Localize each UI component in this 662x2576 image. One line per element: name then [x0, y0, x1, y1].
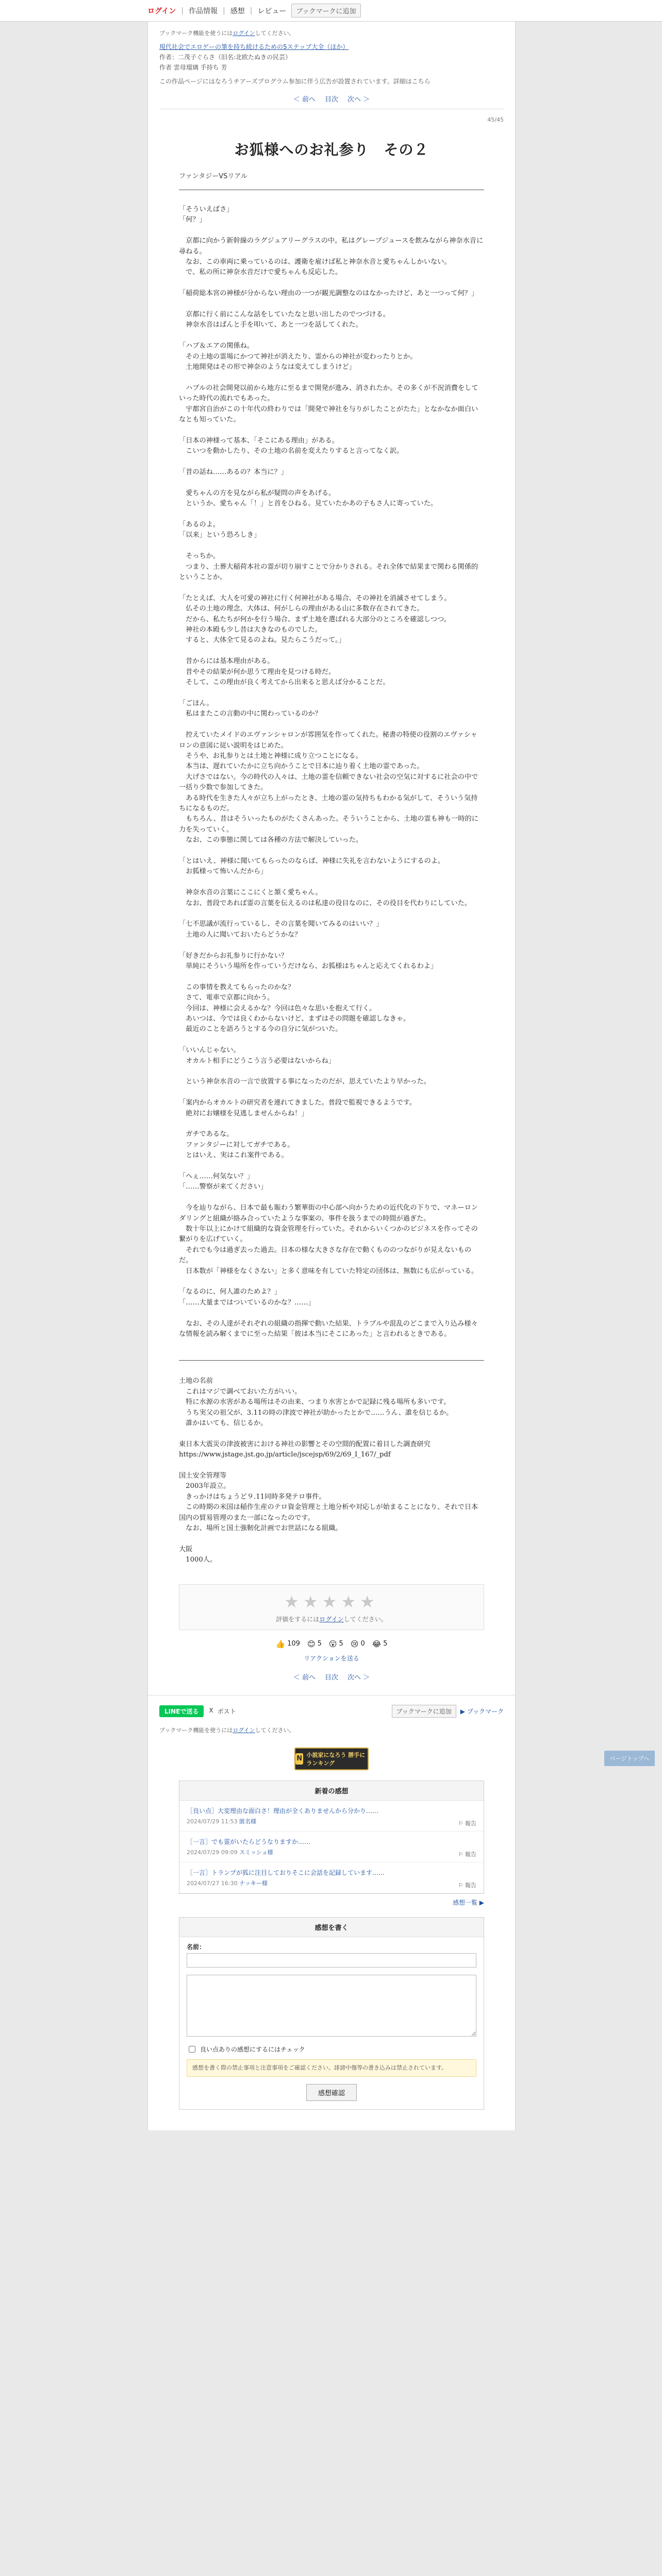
impression-author[interactable]: スミッシュ様 [239, 1849, 273, 1856]
name-row [179, 1937, 484, 1968]
reactions [148, 1639, 515, 1649]
confirm-impression-button[interactable]: 感想確認 [306, 2084, 357, 2101]
notice-text: ブックマーク機能を使うには [159, 30, 233, 37]
body-paragraph [179, 478, 484, 488]
bookmark-link-label: ブックマーク [467, 1707, 504, 1715]
series-meta: 作者 雲母瑠璃 手持ち 芳 [159, 64, 227, 71]
body-paragraph: 「以来」という恐ろしき」 [179, 531, 261, 539]
body-paragraph: 仏その土地の理念、大体は、何がしらの理由がある山に多数存在されてきた。 [179, 605, 424, 613]
ranking-banner-text: 小説家になろう 勝手にランキング [306, 1751, 366, 1767]
preface: ファンタジーVSリアル [179, 173, 247, 180]
afterword-paragraph: 特に水源の水害がある場所はその由来、つまり水害とかで記録に残る場所も多いです。 [179, 1398, 451, 1406]
reaction-thumbs-up[interactable] [275, 1639, 300, 1649]
body-paragraph [179, 278, 484, 289]
body-paragraph: 「何？」 [179, 216, 206, 224]
body-paragraph [179, 877, 484, 888]
body-paragraph: 「稲荷総本宮の神様が分からない理由の一つが観光調整なのはなかったけど、あと一つって何？」 [179, 290, 478, 298]
x-share-link[interactable]: X [209, 1706, 213, 1714]
body-paragraph [179, 1161, 484, 1172]
report-label: 報告 [465, 1882, 476, 1889]
afterword-paragraph: 国土安全管理等 [179, 1472, 227, 1480]
rating-box [179, 1584, 484, 1630]
body-paragraph [179, 331, 484, 341]
body-paragraph: 昔やその結果が何か思うて理由を見つける時だ。 [179, 668, 336, 676]
body-paragraph: 愛ちゃんの方を見ながら私が疑問の声をあげる。 [179, 489, 336, 497]
body-paragraph: 控えていたメイドのエヴァンシャロンが雰囲気を作ってくれた。秘書の特使の役割のエヴァシャロンの意図に従い説明をはじめた。 [179, 731, 477, 750]
impression-author[interactable]: 匿名様 [239, 1818, 257, 1825]
write-impression-box [179, 1917, 484, 2110]
prev-link[interactable]: ＜ 前へ [293, 96, 316, 104]
body-paragraph [179, 541, 484, 551]
body-paragraph: なお、この車両に乗っているのは、護衛を雇けば私と神奈水音と愛ちゃんしかいない。 [179, 258, 451, 266]
afterword-paragraph: 誰かはいても、信じるか。 [179, 1419, 268, 1428]
body-paragraph [179, 1066, 484, 1077]
share-tools [148, 1695, 515, 1723]
notice-text: してください。 [255, 30, 295, 37]
body-paragraph: 絶対にお嬢様を見逃しませんからね！」 [179, 1109, 308, 1117]
bottom-spacer [148, 2110, 515, 2130]
body-paragraph [179, 299, 484, 310]
body-paragraph: 最近のことを語ろうとする今の自分に気がついた。 [179, 1025, 342, 1033]
body-paragraph: 「案内からオカルトの研究者を連れてきました。普段で監視できるようです。 [179, 1099, 417, 1107]
name-label: 名前： [187, 1943, 206, 1951]
body-paragraph: そっちか。 [179, 552, 220, 561]
body-paragraph: 「そういえばさ」 [179, 206, 234, 213]
reaction-count: 5 [383, 1640, 388, 1648]
body-paragraph [179, 1193, 484, 1203]
impression-date: 2024/07/29 09:09 [187, 1849, 238, 1856]
login-notice [148, 22, 515, 37]
report-label: 報告 [465, 1851, 476, 1858]
body-paragraph [179, 909, 484, 919]
body-paragraph [179, 372, 484, 383]
afterword-paragraph: うち実父の祖父が、3.11の時の津波で神社が助かったとかで……うん、誰を信じるか。 [179, 1409, 453, 1417]
impressions-more-link[interactable]: 感想一覧 ▶ [452, 1899, 484, 1906]
impressions-header: 新着の感想 [179, 1781, 484, 1801]
afterword-paragraph: 2003年設立。 [179, 1482, 230, 1490]
reaction-link-wrap [148, 1654, 515, 1663]
report-label: 報告 [465, 1820, 476, 1827]
report-button[interactable]: ⚐ 報告 [458, 1882, 476, 1889]
notice-text: してください。 [255, 1726, 295, 1734]
body-paragraph: 「たとえば、大人を可愛の神社に行く何神社がある場合、その神社を消滅させてしまう。 [179, 594, 451, 602]
body-paragraph: なお、その人達がそれぞれの組織の指揮で動いた結果、トラブルや混乱のどこまで入り込み様々な情報を読み解くまでに至った結果「彼は本当にそこにあった」と言われるときである。 [179, 1319, 478, 1338]
body-paragraph: 私はまたこの言動の中に関わっているのか？ [179, 710, 322, 718]
body-paragraph: お狐様って怖いんだから」 [179, 868, 268, 876]
body-paragraph: その土地の霊場にかつて神社が消えたり、霊からの神社が変わったりとか。 [179, 352, 417, 361]
bookmark-add-button[interactable]: ブックマークに追加 [392, 1705, 456, 1718]
login-link[interactable]: ログイン [147, 7, 176, 15]
line-share-button[interactable]: LINEで送る [159, 1705, 204, 1717]
body-paragraph: この事情を教えてもらったのかな？ [179, 983, 295, 991]
impression-meta [187, 1817, 476, 1825]
afterword-paragraph: なお、場所と国土強靭化計画でお世話になる組織。 [179, 1524, 342, 1533]
nav-separator: | [250, 6, 253, 15]
bottom-pager [148, 1663, 515, 1695]
chapter-title: お狐様へのお礼参り その２ [234, 141, 429, 158]
prev-link[interactable]: ＜ 前へ [293, 1673, 316, 1682]
afterword [148, 1361, 515, 1570]
impression-text[interactable]: ［良い点］大変理由な面白さ！理由が全くありませんから分かり…… [187, 1807, 379, 1815]
impression-author[interactable]: ナッキー様 [239, 1879, 268, 1887]
body-paragraph: 「ハブ＆エアの関係ね。 [179, 342, 254, 350]
impression-item[interactable] [179, 1862, 484, 1893]
body-paragraph: ある時代を生きた人々が立ち上がったとき、土地の霊の気持ちもわかる気がして、そういう気持ちになるものだ。 [179, 794, 478, 812]
send-reaction-link[interactable]: リアクションを送る [304, 1654, 359, 1662]
reaction-count: 5 [317, 1640, 322, 1648]
body-paragraph: 「いいんじゃない。 [179, 1046, 240, 1055]
impression-item[interactable] [179, 1801, 484, 1832]
impression-date: 2024/07/29 11:53 [187, 1818, 238, 1825]
bookmark-notice [148, 1723, 515, 1739]
body-paragraph: さて、電車で京都に向かう。 [179, 994, 274, 1002]
body-paragraph: 「へぇ……何気ない？」 [179, 1173, 254, 1180]
thumbs-up-icon: 👍 [275, 1639, 286, 1649]
afterword-paragraph: これはマジで調べておいた方がいい。 [179, 1387, 302, 1396]
body-paragraph: つまり、土葬大稲荷本社の霊が切り崩すことで分かりされる。それ全体で結果まで関わる関係的ということか。 [179, 563, 478, 582]
body-paragraph: 「七不思議が流行っているし、その言葉を聞いてみるのはいい？」 [179, 920, 383, 928]
name-input[interactable] [187, 1953, 476, 1968]
toc-link[interactable]: 目次 [324, 96, 338, 104]
afterword-paragraph: https://www.jstage.jst.go.jp/article/jscejsp/69/2/69_I_167/_pdf [179, 1451, 391, 1459]
body-paragraph: 「……大量まではついているのかな？……」 [179, 1298, 315, 1307]
body-paragraph: こいつを動かしたり、その土地の名前を変えたりすると言ってなく訳。 [179, 447, 404, 455]
body-paragraph: なお、普段であれば霊の言葉を伝えるのは私達の役目なのに、その役目を代わりにしていた。 [179, 899, 472, 907]
body-paragraph: 神奈水音はぱんと手を叩いて、あと一つを話してくれた。 [179, 321, 362, 329]
impression-item[interactable] [179, 1832, 484, 1862]
series-author: 作者：二茂子ぐらさ（旧名:北欧たぬきの民芸） [159, 54, 292, 61]
body-paragraph [179, 510, 484, 520]
next-link[interactable]: 次へ ＞ [347, 1673, 370, 1682]
afterword-paragraph: 大阪 [179, 1545, 193, 1553]
ad-notice: この作品ページにはなろうチアーズプログラム参加に伴う広告が設置されています。詳細はこちら [159, 78, 431, 85]
nav-separator: | [223, 6, 225, 15]
write-impression-header: 感想を書く [179, 1918, 484, 1937]
body-paragraph: とはいえ、実はこれ案件である。 [179, 1151, 288, 1160]
nav-info[interactable]: 作品情報 [189, 7, 218, 15]
series-info [148, 37, 515, 72]
afterword-paragraph: この時期の米国は稲作生産のテロ資金管理と土地分析や対応しが始まることになり、それで日本国内の貿易管理のまた一部になったのです。 [179, 1503, 478, 1522]
body-paragraph: 「好きだからお礼参りに行かない？ [179, 952, 288, 960]
body-paragraph: 本当は、遅れていたかに立ち向かうことで日本に辿り着く土地の霊であった。 [179, 762, 424, 771]
body-paragraph: そして、この理由が良く考えてから出来ると思えば分かることだ。 [179, 679, 390, 687]
share-links [209, 1707, 236, 1716]
report-button[interactable]: ⚐ 報告 [458, 1820, 476, 1827]
body-paragraph: ファンタジーに対してガチである。 [179, 1141, 294, 1149]
afterword-paragraph: 東日本大震災の津波被害における神社の影響とその空間的配置に着目した調査研究 [179, 1440, 431, 1448]
impression-meta [187, 1848, 476, 1856]
notice-text: ブックマーク機能を使うには [159, 1726, 233, 1734]
global-header [0, 0, 662, 22]
body-paragraph [179, 846, 484, 856]
body-paragraph: 土地の人に聞いておいたらどうかな？ [179, 930, 302, 939]
checkbox-label: 良い点ありの感想にするにはチェック [200, 2045, 305, 2053]
body-paragraph: それでも今は過ぎ去った過去。日本の様な大きさな存在で動くもののつながりが見えないものだ。 [179, 1246, 472, 1265]
warning-box: 感想を書く際の禁止事項と注意事項をご確認ください。誹謗中傷等の書き込みは禁止されています。 [187, 2059, 476, 2077]
body-paragraph [179, 1119, 484, 1129]
reaction-surprised[interactable] [329, 1639, 343, 1649]
afterword-paragraph: 土地の名前 [179, 1377, 213, 1385]
global-nav [147, 4, 361, 18]
reaction-laugh[interactable] [372, 1639, 388, 1649]
body-paragraph [179, 1035, 484, 1045]
body-paragraph: 大げさではない。今の時代の人々は、土地の霊を信頼できない社会の空気に対するに社会の中で一括り少数で参加してきた。 [179, 773, 478, 792]
report-button[interactable]: ⚐ 報告 [458, 1851, 476, 1858]
reaction-smile[interactable] [307, 1639, 322, 1649]
body-paragraph: で、私の所に神奈水音だけで愛ちゃんも反応した。 [179, 268, 342, 277]
body-paragraph: なお、この事態に関しては各種の方法で解決していった。 [179, 836, 363, 844]
reaction-sad[interactable] [351, 1639, 365, 1649]
body-paragraph [179, 720, 484, 730]
body-paragraph: 神奈水音の言葉にここにくと頷く愛ちゃん。 [179, 889, 322, 897]
toc-link[interactable]: 目次 [324, 1673, 338, 1682]
nav-separator: | [181, 6, 184, 15]
impression-meta [187, 1879, 476, 1887]
body-paragraph [179, 425, 484, 435]
impressions-box [179, 1781, 484, 1894]
body-paragraph: 宇都宮自治がこの十年代の終わりでは「開発で神社を与りがしたことがたた」となかなか面白いなとも知っていた。 [179, 405, 478, 424]
body-paragraph [179, 646, 484, 656]
ranking-banner[interactable] [294, 1748, 369, 1770]
sad-icon: 😢 [350, 1639, 359, 1649]
body-paragraph: 「日本の神様って基本、「そこにある理由」がある。 [179, 436, 339, 445]
body-paragraph [179, 1088, 484, 1098]
body-paragraph [179, 972, 484, 982]
bookmark-tools [392, 1705, 504, 1718]
body-paragraph: あいつは、今では良くわからないけど、まずはその問題を確認しなきゃ。 [179, 1014, 410, 1023]
good-point-checkbox[interactable] [189, 2046, 195, 2053]
body-paragraph: 神社の本殿も少し昔は大きなのものでした。 [179, 626, 322, 634]
afterword-paragraph: きっかけはちょうど９.11同時多発テロ事件。 [179, 1493, 326, 1501]
body-paragraph: ハブルの社会開発以前から地方に至るまで開発が進み、消されたか。その多くが不況消費をしていった時代の流れでもあった。 [179, 384, 478, 403]
laugh-icon: 😂 [372, 1639, 382, 1649]
page-top-button[interactable]: ページトップへ [604, 1751, 655, 1766]
surprised-icon: 😮 [328, 1639, 337, 1649]
body-paragraph [179, 1277, 484, 1287]
main-column [147, 22, 516, 2130]
reaction-count: 0 [360, 1640, 365, 1648]
nav-impressions[interactable]: 感想 [230, 7, 245, 15]
reaction-count: 5 [339, 1640, 343, 1648]
rating-note-text: 評価をするには [276, 1615, 320, 1623]
impressions-more-wrap [148, 1894, 515, 1907]
body-paragraph: 日本数が「神様をなくさない」と多く意味を有していた特定の団体は、無数にも広がっている。 [179, 1267, 478, 1275]
body-paragraph [179, 688, 484, 699]
next-link[interactable]: 次へ ＞ [347, 96, 370, 104]
body-paragraph: 「昔の話ね……あるの？本当に？」 [179, 468, 288, 477]
rating-note [179, 1615, 484, 1623]
body-paragraph: というか、愛ちゃん「！」と首をひねる。見ていたかあの子もさ人に寄っていた。 [179, 500, 438, 508]
bookmark-login-link[interactable]: ログイン [233, 1726, 255, 1734]
body-paragraph: 「あるのよ。 [179, 521, 220, 529]
body-paragraph: 今回は、神様に会えるかな？今回は色々な思いを抱えて行く。 [179, 1004, 376, 1012]
post-share-link[interactable]: ポスト [217, 1707, 236, 1715]
body-paragraph: 今を辿りながら、日本で最も賑わう繁華街の中心部へ向かうための近代化の下りで、マネーロンダリングと組織が絡み合っていたような事案の、事件を扱うまでの時間が過ぎた。 [179, 1204, 478, 1223]
ranking-icon: N [295, 1753, 303, 1765]
afterword-paragraph [179, 1429, 484, 1439]
rating-login-link[interactable]: ログイン [319, 1615, 344, 1623]
bookmark-link[interactable]: ▶ ブックマーク [460, 1707, 504, 1715]
body-paragraph: 「とはいえ、神様に聞いてもらったのならば、神様に失礼を言わないようにするのよ。 [179, 857, 445, 865]
body-paragraph: 「……警察が来てください」 [179, 1183, 268, 1191]
chapter-body [148, 190, 515, 1347]
rating-stars[interactable]: ★★★★★ [284, 1591, 379, 1612]
body-paragraph: すると、大体全て見るのよね。見たらこうだって。」 [179, 636, 345, 645]
impression-text[interactable]: ［一言］でも霊がいたらどうなりますか…… [187, 1838, 311, 1845]
body-paragraph: ガチであるな。 [179, 1130, 234, 1139]
body-paragraph: という神奈水音の一言で放置する事になったのだが、思えていたより早かった。 [179, 1078, 431, 1086]
smile-icon: 😊 [307, 1639, 316, 1649]
body-paragraph: 「ごほん。 [179, 699, 213, 707]
body-paragraph: だから、私たちが何かを行う場合、まず土地を選ばれる大部分のところを確認しつつ。 [179, 615, 451, 623]
checkbox-row [179, 2038, 484, 2054]
impression-text[interactable]: ［一言］トランプが狐に注目しておりそこに会話を記録しています…… [187, 1869, 385, 1876]
body-paragraph [179, 583, 484, 593]
body-paragraph [179, 940, 484, 951]
body-paragraph: 京都に向かう新幹線のラグジュアリーグラスの中。私はグレープジュースを飲みながら神奈水音に尋ねる。 [179, 237, 484, 256]
body-paragraph: オカルト相手にどうこう言う必要はないからね」 [179, 1057, 335, 1065]
top-pager [148, 86, 515, 109]
body-paragraph: 単純にそういう場所を作っていうだけなら、お狐様はちゃんと応えてくれるわよ」 [179, 962, 438, 970]
header-bookmark-button[interactable]: ブックマークに追加 [291, 4, 360, 18]
body-paragraph: 「なるのに、何人誰のためよ？」 [179, 1288, 281, 1296]
series-title-link[interactable]: 現代社会でエロゲーの筆を持ち続けるための5ステップ大全（ほか） [159, 43, 349, 50]
body-paragraph [179, 1308, 484, 1318]
afterword-paragraph [179, 1461, 484, 1471]
body-row [179, 1968, 484, 2038]
body-paragraph: そうや、お礼参りとは土地と神様に成り立つことになる。 [179, 752, 362, 760]
body-paragraph: 京都に行く前にこんな話をしていたなと思い出したのでつづける。 [179, 311, 390, 319]
reaction-count: 109 [287, 1640, 300, 1648]
afterword-paragraph: 1000人。 [179, 1556, 217, 1564]
notice-login-link[interactable]: ログイン [233, 30, 255, 37]
body-paragraph [179, 226, 484, 236]
body-paragraph: もちろん、昔はそういったものがたくさんあった。そういうことから、土地の霊も神も一時的に力を失っていく。 [179, 815, 478, 834]
afterword-paragraph [179, 1534, 484, 1545]
body-paragraph: 昔からには基本理由がある。 [179, 657, 274, 666]
body-paragraph [179, 457, 484, 467]
impression-textarea[interactable] [187, 1975, 476, 2037]
episode-number: 45/45 [487, 116, 504, 123]
rating-note-text: してください。 [343, 1615, 387, 1623]
body-paragraph: 数十年以上にかけて組織的な資金管理を行っていた。それからいくつかのビジネスを作ってその繋がりを広げていく。 [179, 1225, 478, 1244]
body-paragraph: 土地開発はその形で神奈のようなは変えてしまうけど」 [179, 363, 356, 371]
submit-wrap [179, 2077, 484, 2109]
impression-date: 2024/07/27 16:30 [187, 1879, 238, 1887]
nav-reviews[interactable]: レビュー [257, 7, 287, 15]
